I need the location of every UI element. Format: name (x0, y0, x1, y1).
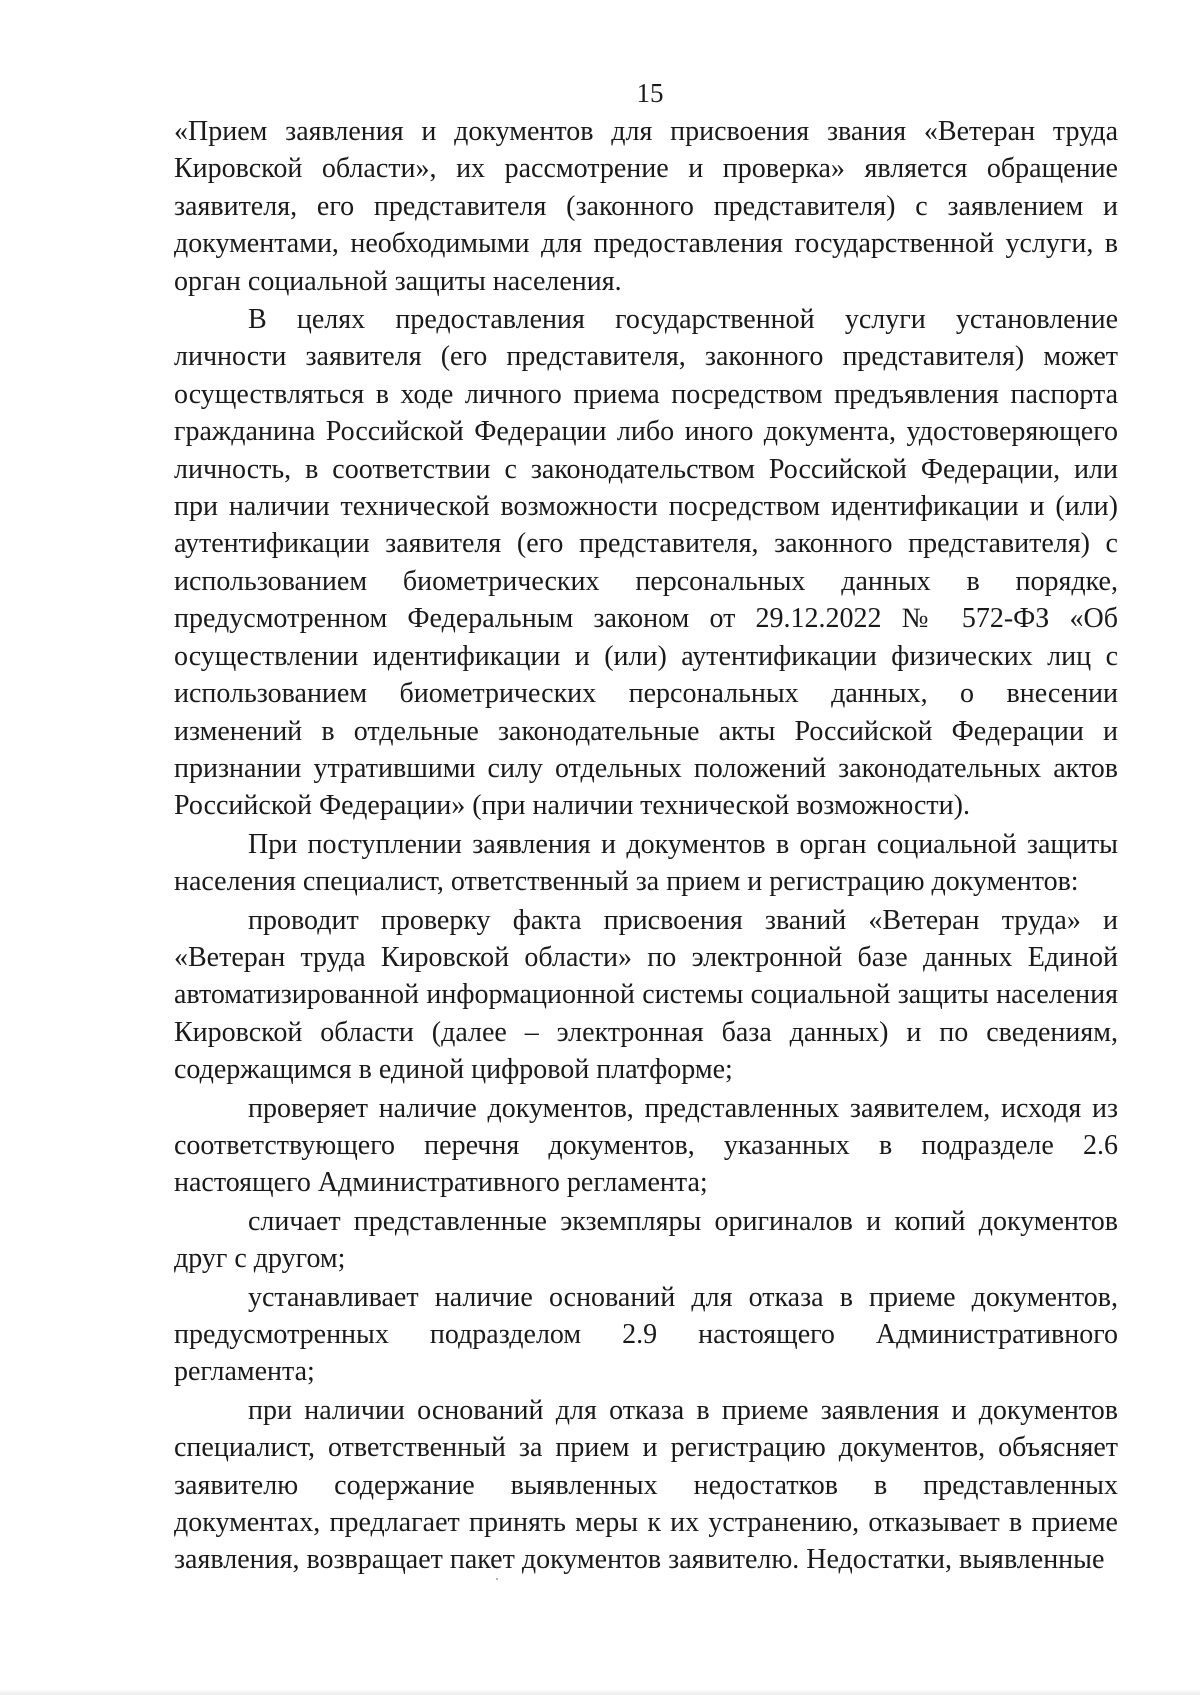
paragraph-specialist-duties-intro: При поступлении заявления и документов в орган социальной защиты населения специалист, ответственный за прием и регистрацию документов: (174, 828, 1118, 898)
paragraph-identity-verification: В целях предоставления государственной услуги установление личности заявителя (его представителя, законного представителя) может осуществляться в ходе личного приема посредством предъявления паспорта гражданина Российской Федерации либо иного документа, удостоверяющего личность, в соответствии с законодательством Российской Федерации, или при наличии технической возможности посредством идентификации и (или) аутентификации заявителя (его представителя, законного представителя) с использованием биометрических персональных данных в порядке, предусмотренном Федеральным законом от 29.12.2022 № 572-ФЗ «Об осуществлении идентификации и (или) аутентификации физических лиц с использованием биометрических персональных данных, о внесении изменений в отдельные законодательные акты Российской Федерации и признании утратившими силу отдельных положений законодательных актов Российской Федерации» (при наличии технической возможности). (174, 304, 1118, 822)
paragraph-copy-comparison: сличает представленные экземпляры оригиналов и копий документов друг с другом; (174, 1205, 1118, 1275)
scan-speck (496, 1578, 498, 1580)
paragraph-title-check: проводит проверку факта присвоения званий «Ветеран труда» и «Ветеран труда Кировской области» по электронной базе данных Единой автоматизированной информационной системы социальной защиты населения Кировской области (далее – электронная база данных) и по сведениям, содержащимся в единой цифровой платформе; (174, 904, 1118, 1086)
body-text (174, 113, 1118, 1579)
paragraph-document-check: проверяет наличие документов, представленных заявителем, исходя из соответствующего перечня документов, указанных в подразделе 2.6 настоящего Административного регламента; (174, 1092, 1118, 1199)
scan-bottom-edge (0, 1689, 1200, 1695)
paragraph-application-intake: «Прием заявления и документов для присвоения звания «Ветеран труда Кировской области», их рассмотрение и проверка» является обращение заявителя, его представителя (законного представителя) с заявлением и документами, необходимыми для предоставления государственной услуги, в орган социальной защиты населения. (174, 116, 1118, 297)
paragraph-refusal-procedure: при наличии оснований для отказа в приеме заявления и документов специалист, ответственный за прием и регистрацию документов, объясняет заявителю содержание выявленных недостатков в представленных документах, предлагает принять меры к их устранению, отказывает в приеме заявления, возвращает пакет документов заявителю. Недостатки, выявленные (174, 1394, 1118, 1576)
paragraph-refusal-grounds: устанавливает наличие оснований для отказа в приеме документов, предусмотренных подразделом 2.9 настоящего Административного регламента; (174, 1281, 1118, 1388)
page-number: 15 (636, 78, 664, 108)
